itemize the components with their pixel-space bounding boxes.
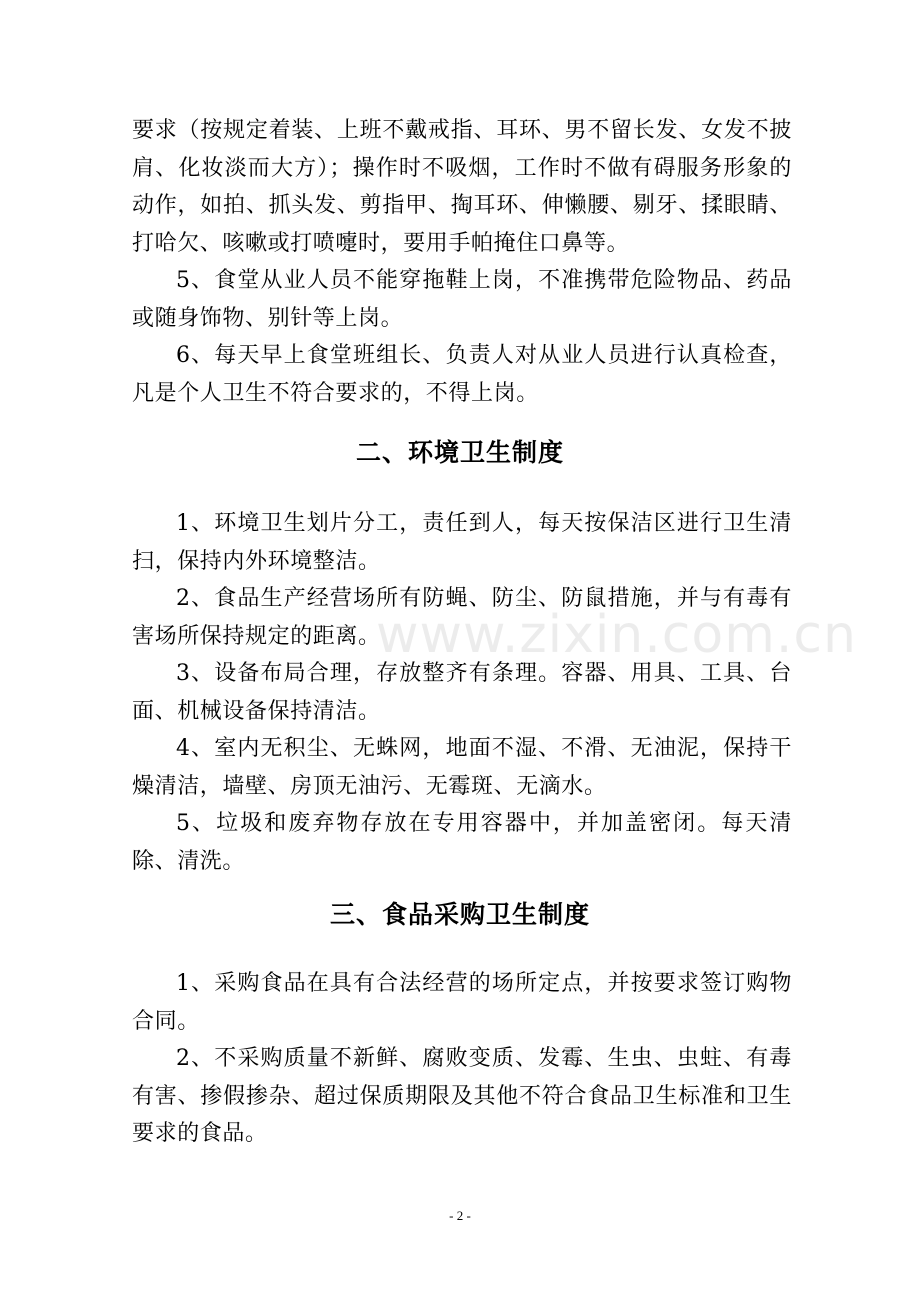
section-food-purchasing-hygiene	[132, 965, 792, 1153]
page-number: - 2 -	[449, 1208, 471, 1223]
paragraph-dress-requirements: 要求（按规定着装、上班不戴戒指、耳环、男不留长发、女发不披肩、化妆淡而大方）；操作时不吸烟，工作时不做有碍服务形象的动作，如拍、抓头发、剪指甲、掏耳环、伸懒腰、剔牙、揉眼睛、打哈欠、咳嗽或打喷嚏时，要用手帕掩住口鼻等。	[132, 118, 792, 256]
paragraph-item-6: 6、每天早上食堂班组长、负责人对从业人员进行认真检查，凡是个人卫生不符合要求的，不得上岗。	[132, 343, 792, 406]
list-item: 5、垃圾和废弃物存放在专用容器中，并加盖密闭。每天清除、清洗。	[132, 811, 792, 874]
watermark: www.zixin.com.cn	[376, 605, 857, 665]
list-item: 4、室内无积尘、无蛛网，地面不湿、不滑、无油泥，保持干燥清洁，墙壁、房顶无油污、无霉斑、无滴水。	[132, 736, 792, 799]
paragraph-item-5: 5、食堂从业人员不能穿拖鞋上岗，不准携带危险物品、药品或随身饰物、别针等上岗。	[132, 268, 792, 331]
list-item: 1、环境卫生划片分工，责任到人，每天按保洁区进行卫生清扫，保持内外环境整洁。	[132, 511, 792, 574]
section-1-continued	[132, 112, 792, 412]
list-item: 2、食品生产经营场所有防蝇、防尘、防鼠措施，并与有毒有害场所保持规定的距离。	[132, 586, 792, 649]
section-environment-hygiene	[132, 505, 792, 880]
heading-environment-hygiene: 二、环境卫生制度	[355, 438, 564, 467]
list-item: 3、设备布局合理，存放整齐有条理。容器、用具、工具、台面、机械设备保持清洁。	[132, 661, 792, 724]
list-item: 2、不采购质量不新鲜、腐败变质、发霉、生虫、虫蛀、有毒有害、掺假掺杂、超过保质期限及其他不符合食品卫生标准和卫生要求的食品。	[132, 1046, 792, 1146]
heading-food-purchasing-hygiene: 三、食品采购卫生制度	[329, 900, 590, 929]
list-item: 1、采购食品在具有合法经营的场所定点，并按要求签订购物合同。	[132, 971, 792, 1034]
